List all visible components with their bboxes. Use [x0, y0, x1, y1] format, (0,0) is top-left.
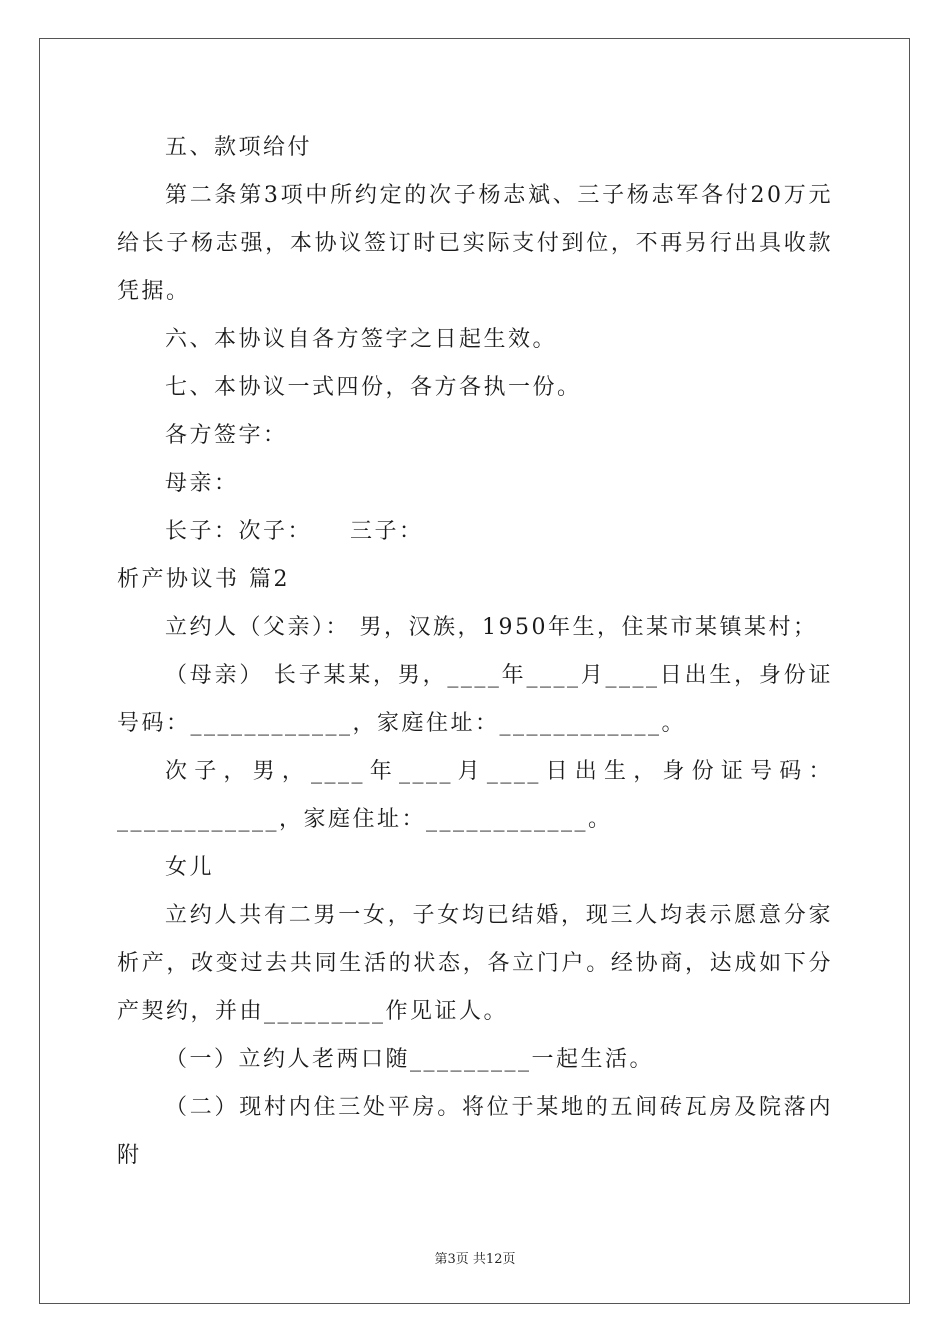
paragraph: 五、款项给付	[165, 135, 313, 160]
paragraph: （二）现村内住三处平房。将位于某地的五间砖瓦房及院落内附	[117, 1095, 833, 1168]
section-title: 析产协议书 篇2	[117, 567, 290, 592]
paragraph: 第二条第3项中所约定的次子杨志斌、三子杨志军各付20万元给长子杨志强，本协议签订时已实际支付到位，不再另行出具收款凭据。	[117, 183, 833, 304]
paragraph: 女儿	[165, 855, 215, 880]
paragraph: （一）立约人老两口随_________一起生活。	[165, 1047, 655, 1072]
paragraph: （母亲） 长子某某，男，____年____月____日出生，身份证号码：____________，家庭住址：____________。	[117, 663, 833, 736]
document-body	[117, 124, 833, 1180]
paragraph: 立约人（父亲）： 男，汉族，1950年生，住某市某镇某村；	[165, 615, 818, 640]
signature-line-sons: 长子：次子： 三子：	[165, 519, 424, 544]
signature-line-mother: 母亲：	[165, 471, 239, 496]
page-number: 第3页 共12页	[434, 1252, 516, 1267]
paragraph: 次子，男，____年____月____日出生，身份证号码：____________，家庭住址：____________。	[117, 759, 833, 832]
paragraph: 立约人共有二男一女，子女均已结婚，现三人均表示愿意分家析产，改变过去共同生活的状态，各立门户。经协商，达成如下分产契约，并由_________作见证人。	[117, 903, 833, 1024]
signature-heading: 各方签字：	[165, 423, 288, 448]
paragraph: 七、本协议一式四份，各方各执一份。	[165, 375, 582, 400]
paragraph: 六、本协议自各方签字之日起生效。	[165, 327, 558, 352]
